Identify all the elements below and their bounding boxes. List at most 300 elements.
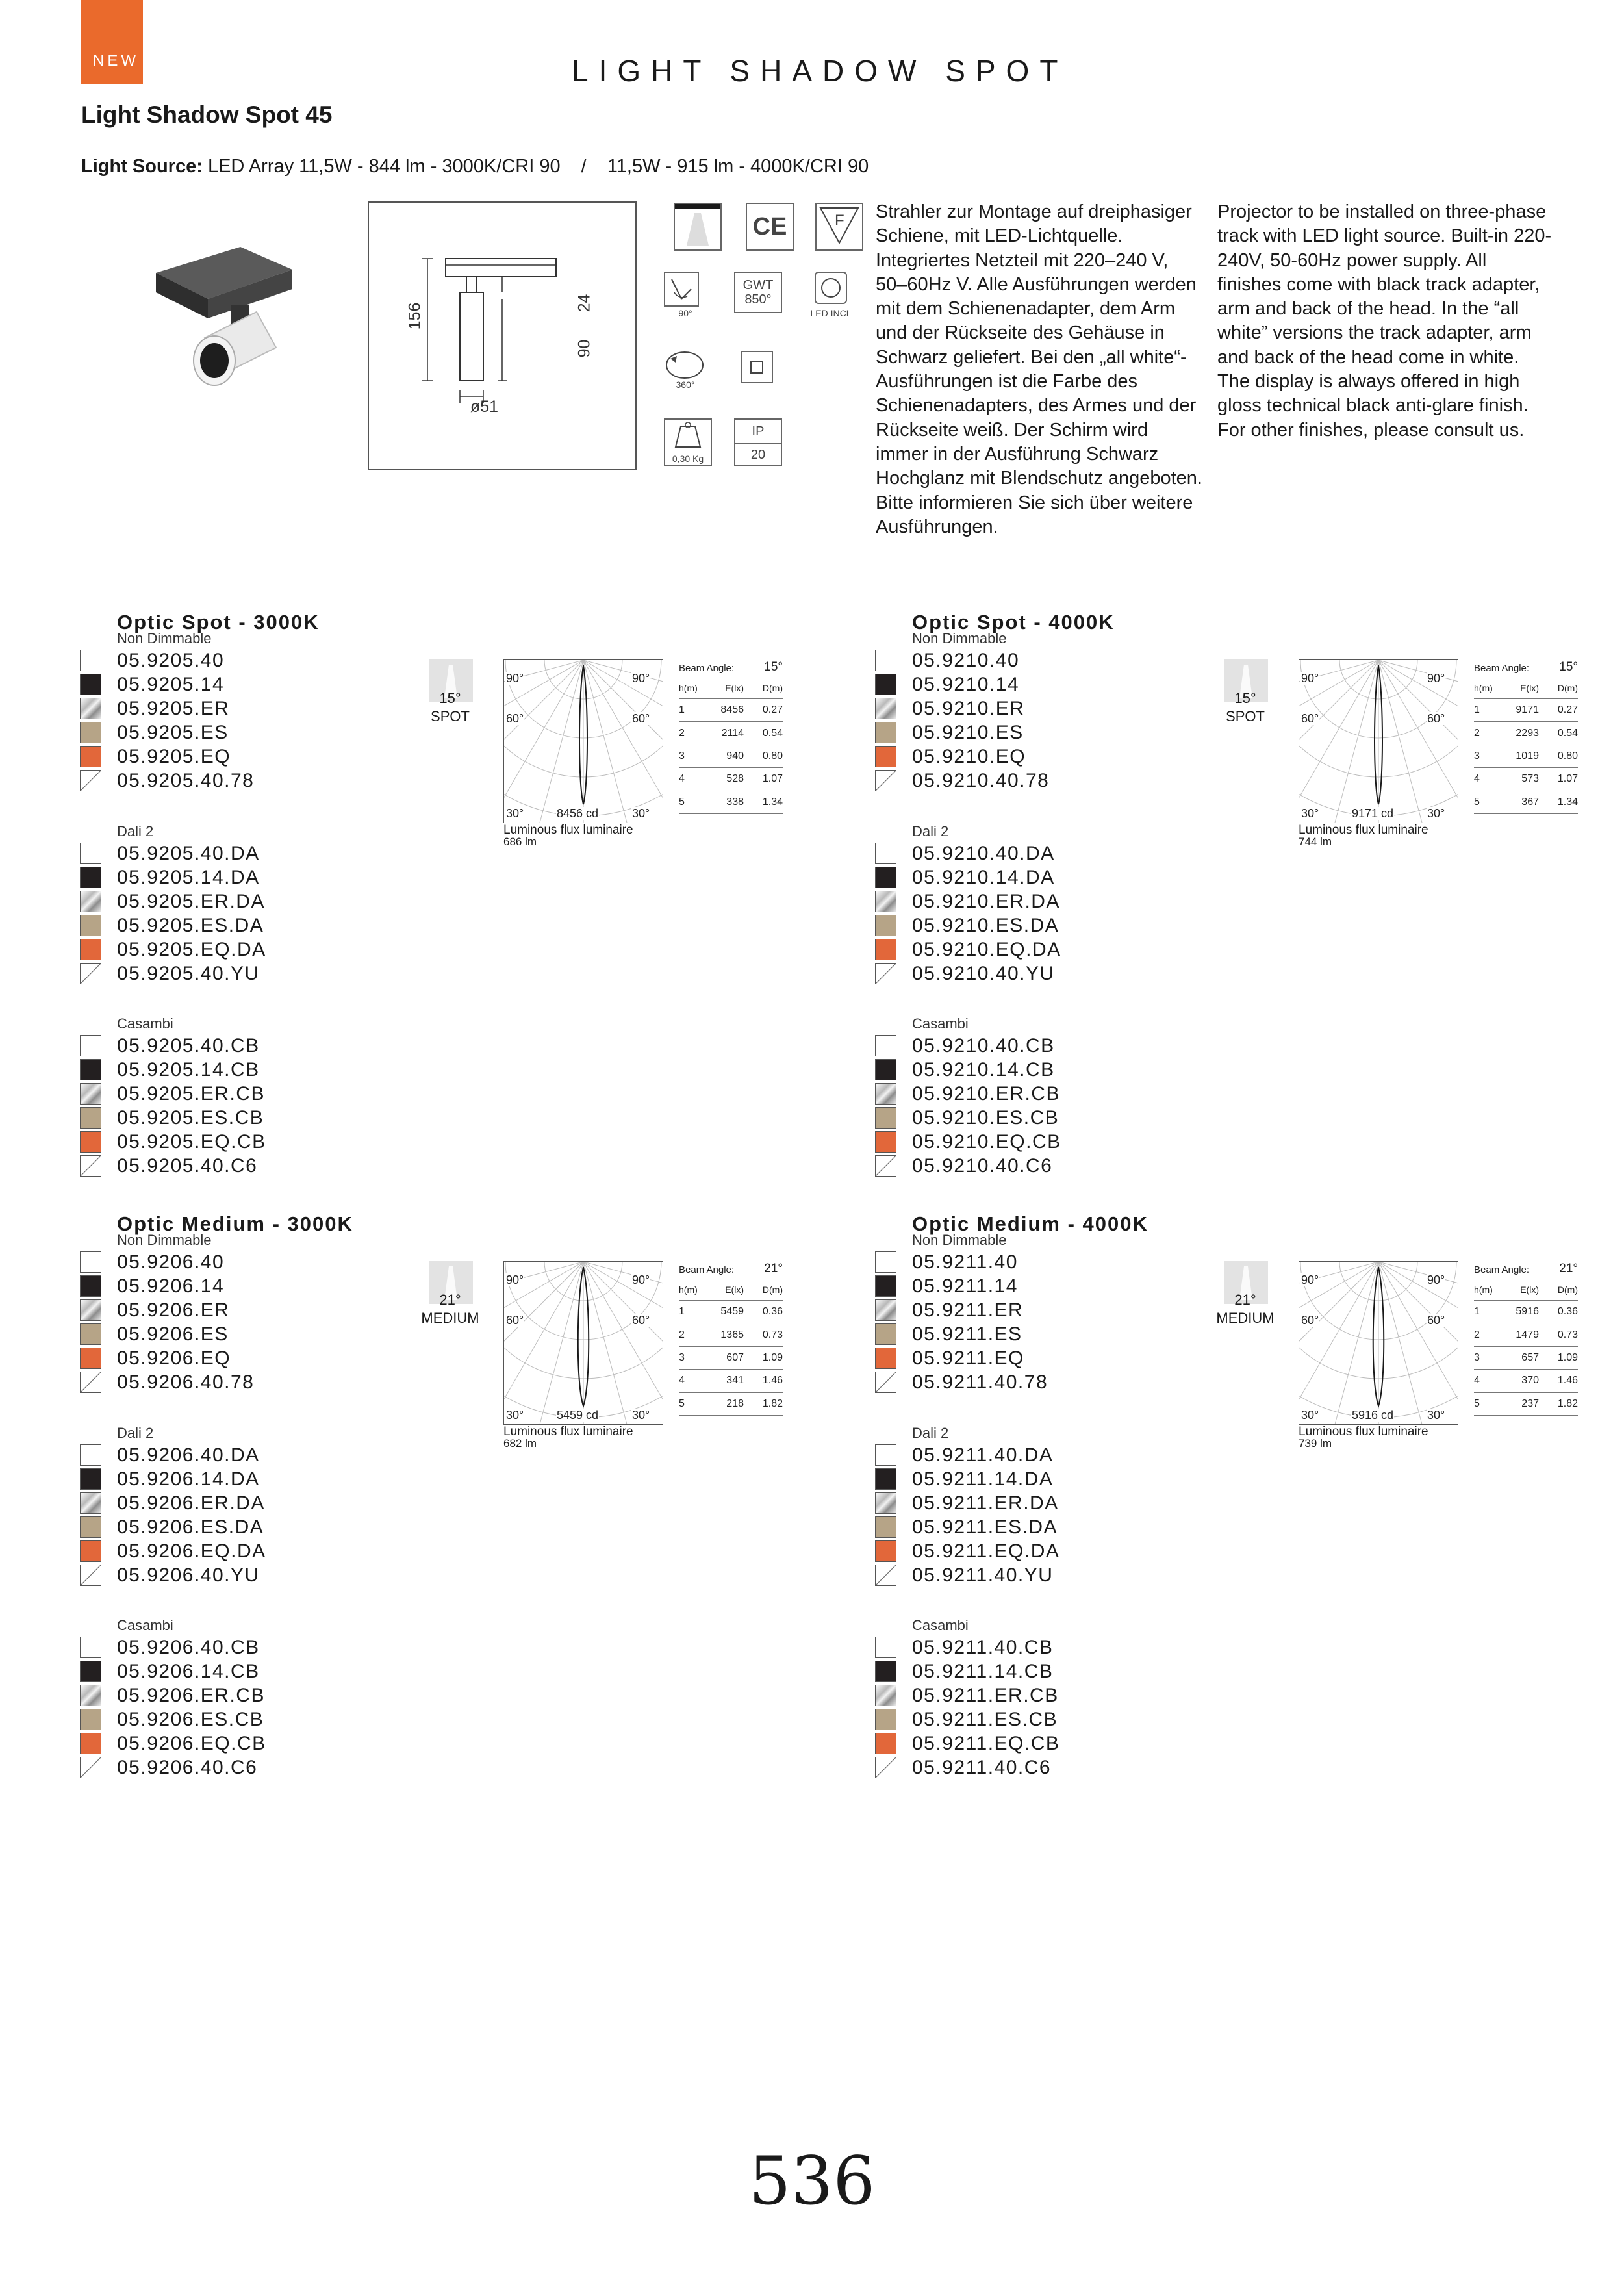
polar-label-90-left: 90° [1301, 672, 1319, 685]
finish-swatch [875, 698, 896, 719]
table-cell: 1479 [1516, 1329, 1539, 1340]
table-row [679, 768, 783, 791]
polar-label-30-left: 30° [1301, 807, 1319, 820]
article-row [80, 938, 266, 962]
article-row [875, 648, 1049, 672]
beam-angle-value: 21° [1559, 1262, 1578, 1275]
led-included-caption: LED INCL [810, 308, 852, 318]
table-cell: 1.46 [1557, 1375, 1578, 1386]
beam-type-label: SPOT [1226, 708, 1265, 724]
table-cell: 940 [726, 750, 744, 761]
group-label: Dali 2 [117, 823, 154, 839]
group-label: Non Dimmable [912, 630, 1007, 646]
article-code: 05.9206.40.DA [117, 1444, 260, 1466]
light-source-value-4000k: 11,5W - 915 lm - 4000K/CRI 90 [607, 156, 869, 177]
finish-swatch [80, 1709, 101, 1730]
article-code: 05.9211.40 [912, 1251, 1018, 1273]
beam-angle-row [679, 1257, 783, 1279]
track-adapter-icon [674, 203, 722, 251]
table-header-cell: E(lx) [1520, 682, 1539, 693]
dim-height-label: 156 [405, 302, 424, 330]
article-code: 05.9211.EQ.CB [912, 1732, 1060, 1754]
luminous-flux-value: 682 lm [503, 1437, 537, 1450]
table-cell: 338 [726, 796, 744, 808]
finish-swatch [80, 1685, 101, 1706]
article-code: 05.9205.EQ.CB [117, 1131, 266, 1153]
table-cell: 2293 [1516, 727, 1539, 739]
table-header-cell: h(m) [1474, 682, 1493, 693]
table-header-cell: D(m) [762, 1284, 783, 1295]
article-row [875, 769, 1049, 793]
table-header-cell: h(m) [679, 682, 698, 693]
article-row [875, 841, 1061, 865]
table-cell: 4 [1474, 773, 1480, 785]
article-row [875, 938, 1061, 962]
article-row [875, 1034, 1061, 1058]
finish-swatch [80, 891, 101, 912]
finish-swatch [80, 1372, 101, 1393]
table-row [679, 1393, 783, 1416]
table-cell: 1 [1474, 1306, 1480, 1318]
section-title: Optic Spot - 3000K [117, 611, 320, 633]
table-cell: 8456 [720, 704, 744, 716]
polar-peak-cd: 5916 cd [1352, 1409, 1394, 1422]
polar-label-60-left: 60° [1301, 712, 1319, 725]
finish-swatch [875, 1155, 896, 1177]
article-code: 05.9205.ES [117, 721, 229, 743]
finish-swatch [80, 1516, 101, 1538]
table-header-cell: D(m) [1557, 682, 1578, 693]
luminous-flux-label: Luminous flux luminaire [1299, 1425, 1428, 1438]
article-code: 05.9210.ES.DA [912, 914, 1059, 936]
table-header-cell: h(m) [1474, 1284, 1493, 1295]
article-row [80, 1707, 266, 1731]
description-german-text: Strahler zur Montage auf dreiphasiger Schiene, mit LED-Lichtquelle. Integriertes Netzteil mit 220–240 V, 50–60Hz V. Alle Ausführungen werden mit dem Schienenadapter, dem Arm und der Rückseite des Gehäuse in Schwarz geliefert. Bei den „all white“-Ausführungen ist die Farbe des Schienenadapters, des Armes und der Rückseite weiß. Der Schirm wird immer in der Ausführung Schwarz Hochglanz mit Blendschutz angeboten. Bitte informieren Sie sich über weitere Ausführungen. [876, 201, 1202, 537]
table-cell: 528 [726, 773, 744, 785]
table-cell: 5 [679, 1398, 685, 1409]
table-row [1474, 768, 1578, 791]
description-english [1217, 200, 1555, 442]
product-photo [143, 234, 292, 403]
article-code: 05.9211.EQ [912, 1347, 1024, 1369]
article-code: 05.9211.40.C6 [912, 1756, 1052, 1778]
finish-swatch [80, 1059, 101, 1080]
article-code: 05.9210.EQ.CB [912, 1131, 1061, 1153]
article-row [875, 1130, 1061, 1154]
table-header-row [1474, 1279, 1578, 1301]
polar-diagram [503, 1261, 663, 1425]
article-code: 05.9205.ER [117, 697, 230, 719]
finish-swatch [80, 867, 101, 888]
finish-swatch [875, 963, 896, 984]
beam-angle-degrees: 21° [1234, 1292, 1256, 1308]
article-row [80, 1515, 266, 1539]
article-code: 05.9210.ES.CB [912, 1106, 1059, 1129]
table-cell: 1019 [1516, 750, 1539, 761]
article-code: 05.9211.ER.CB [912, 1684, 1059, 1706]
table-cell: 1.07 [762, 773, 783, 785]
illuminance-table [1474, 655, 1578, 814]
article-code: 05.9205.EQ [117, 745, 231, 767]
finish-swatch [875, 650, 896, 671]
article-row [875, 1515, 1059, 1539]
table-cell: 341 [726, 1375, 744, 1386]
article-code: 05.9210.ER [912, 697, 1025, 719]
article-row [875, 1082, 1061, 1106]
article-row [80, 962, 266, 986]
optic-section [80, 1212, 833, 1810]
article-code: 05.9210.40.DA [912, 842, 1055, 864]
polar-label-90-right: 90° [1427, 672, 1445, 685]
article-code: 05.9211.ES.DA [912, 1516, 1058, 1538]
table-cell: 2114 [721, 727, 744, 739]
finish-swatch [875, 843, 896, 864]
polar-peak-cd: 9171 cd [1352, 807, 1394, 820]
table-cell: 9171 [1516, 704, 1539, 716]
finish-swatch [80, 1565, 101, 1586]
illuminance-table [679, 655, 783, 814]
table-header-row [679, 1279, 783, 1301]
table-row [679, 1323, 783, 1346]
beam-type-label: MEDIUM [1216, 1310, 1275, 1326]
article-code: 05.9205.40.C6 [117, 1155, 258, 1177]
rotation-caption: 360° [676, 379, 695, 390]
beam-angle-value: 15° [1559, 660, 1578, 674]
article-code-list [875, 1443, 1059, 1587]
article-row [875, 1154, 1061, 1178]
dimension-drawing [368, 201, 637, 470]
dim-diameter-label: ø51 [470, 398, 499, 416]
group-label: Casambi [912, 1617, 969, 1633]
article-row [875, 1250, 1048, 1274]
polar-label-60-left: 60° [506, 712, 524, 725]
table-row [1474, 699, 1578, 722]
gwt-label: GWT [742, 278, 774, 292]
table-cell: 0.36 [1557, 1306, 1578, 1318]
article-row [875, 1731, 1059, 1756]
finish-swatch [875, 1444, 896, 1466]
table-cell: 0.54 [762, 727, 783, 739]
luminous-flux-label: Luminous flux luminaire [503, 823, 633, 837]
table-row [1474, 1347, 1578, 1370]
finish-swatch [875, 1299, 896, 1321]
article-row [875, 1756, 1059, 1780]
table-cell: 5459 [720, 1306, 744, 1318]
article-code: 05.9206.EQ.DA [117, 1540, 266, 1562]
product-subtitle: Light Shadow Spot 45 [81, 101, 333, 128]
table-row [679, 745, 783, 768]
table-cell: 3 [1474, 1351, 1480, 1363]
beam-angle-row [679, 655, 783, 677]
article-code: 05.9211.40.78 [912, 1371, 1048, 1393]
article-row [80, 1370, 254, 1394]
polar-label-90-right: 90° [1427, 1273, 1445, 1286]
table-row [679, 722, 783, 745]
tilt-angle-caption: 90° [678, 308, 692, 318]
finish-swatch [80, 698, 101, 719]
article-row [875, 1659, 1059, 1683]
finish-swatch [80, 674, 101, 695]
finish-swatch [80, 650, 101, 671]
finish-swatch [875, 1516, 896, 1538]
table-cell: 5916 [1516, 1306, 1539, 1318]
table-header-cell: E(lx) [1520, 1284, 1539, 1295]
table-header-cell: E(lx) [725, 682, 744, 693]
ip-value: 20 [750, 448, 766, 462]
led-included-icon [815, 272, 847, 304]
finish-swatch [875, 674, 896, 695]
article-code: 05.9206.ER [117, 1299, 230, 1321]
luminous-flux-label: Luminous flux luminaire [1299, 823, 1428, 837]
article-row [80, 913, 266, 938]
table-cell: 2 [679, 727, 685, 739]
polar-label-60-right: 60° [632, 1314, 650, 1327]
weight-caption: 0,30 Kg [672, 454, 704, 464]
group-label: Dali 2 [912, 1425, 949, 1441]
polar-label-60-left: 60° [1301, 1314, 1319, 1327]
article-code: 05.9210.40.78 [912, 769, 1050, 791]
group-label: Non Dimmable [117, 1232, 212, 1248]
article-row [875, 1635, 1059, 1659]
section-title: Optic Spot - 4000K [912, 611, 1115, 633]
article-row [80, 1274, 254, 1298]
table-cell: 607 [726, 1351, 744, 1363]
finish-swatch [875, 1275, 896, 1297]
polar-diagram [1299, 1261, 1458, 1425]
table-cell: 1 [679, 704, 685, 716]
table-row [679, 1347, 783, 1370]
table-header-row [1474, 677, 1578, 699]
finish-swatch [875, 1565, 896, 1586]
article-code: 05.9205.40.78 [117, 769, 255, 791]
article-code: 05.9205.ER.DA [117, 890, 265, 912]
illuminance-table [679, 1257, 783, 1416]
table-cell: 4 [1474, 1375, 1480, 1386]
insulation-class-icon [741, 351, 773, 383]
light-source-label: Light Source: [81, 156, 203, 177]
polar-label-30-right: 30° [632, 1409, 650, 1422]
group-label: Dali 2 [117, 1425, 154, 1441]
table-cell: 0.36 [762, 1306, 783, 1318]
dimension-lines [369, 203, 635, 469]
polar-label-30-left: 30° [506, 807, 524, 820]
finish-swatch [875, 1251, 896, 1273]
polar-label-30-left: 30° [506, 1409, 524, 1422]
table-cell: 0.80 [762, 750, 783, 761]
polar-diagram [503, 659, 663, 823]
table-cell: 0.27 [1557, 704, 1578, 716]
table-row [679, 1370, 783, 1392]
article-code: 05.9206.ER.DA [117, 1492, 265, 1514]
beam-angle-row [1474, 1257, 1578, 1279]
beam-type-label: SPOT [431, 708, 470, 724]
table-cell: 237 [1521, 1398, 1539, 1409]
f-mark-icon [815, 203, 863, 251]
article-code: 05.9211.40.CB [912, 1636, 1054, 1658]
article-code: 05.9210.EQ.DA [912, 938, 1061, 960]
luminous-flux-value: 744 lm [1299, 836, 1332, 848]
table-cell: 218 [726, 1398, 744, 1409]
finish-swatch [875, 1540, 896, 1562]
polar-label-60-left: 60° [506, 1314, 524, 1327]
finish-swatch [80, 963, 101, 984]
light-source [81, 156, 869, 177]
article-row [875, 1058, 1061, 1082]
polar-label-30-left: 30° [1301, 1409, 1319, 1422]
finish-swatch [80, 1444, 101, 1466]
article-row [875, 865, 1061, 889]
light-source-value-3000k: LED Array 11,5W - 844 lm - 3000K/CRI 90 [207, 156, 561, 177]
finish-swatch [80, 746, 101, 767]
article-code: 05.9205.ER.CB [117, 1082, 265, 1105]
polar-label-30-right: 30° [1427, 807, 1445, 820]
article-row [875, 745, 1049, 769]
article-code: 05.9206.40 [117, 1251, 225, 1273]
table-cell: 5 [1474, 796, 1480, 808]
table-cell: 367 [1521, 796, 1539, 808]
article-code-list [875, 1635, 1059, 1780]
article-row [80, 769, 254, 793]
article-row [80, 1250, 254, 1274]
table-row [1474, 791, 1578, 814]
finish-swatch [875, 1709, 896, 1730]
new-badge-label: NEW [93, 52, 139, 70]
article-code: 05.9205.40 [117, 649, 225, 671]
finish-swatch [875, 1468, 896, 1490]
polar-label-30-right: 30° [632, 807, 650, 820]
finish-swatch [80, 1661, 101, 1682]
article-code-list [80, 841, 266, 986]
article-code-list [875, 648, 1049, 793]
article-code: 05.9205.14.CB [117, 1058, 260, 1080]
finish-swatch [80, 1275, 101, 1297]
polar-label-90-right: 90° [632, 672, 650, 685]
article-code: 05.9210.40.C6 [912, 1155, 1053, 1177]
article-row [80, 1659, 266, 1683]
article-code: 05.9211.14.CB [912, 1660, 1054, 1682]
table-cell: 0.73 [1557, 1329, 1578, 1340]
polar-diagram [1299, 659, 1458, 823]
article-row [80, 1491, 266, 1515]
group-label: Casambi [117, 1617, 173, 1633]
polar-label-90-left: 90° [506, 672, 524, 685]
article-row [80, 1130, 266, 1154]
table-cell: 1.07 [1557, 773, 1578, 785]
gwt-temp: 850° [744, 292, 772, 307]
finish-swatch [875, 722, 896, 743]
finish-swatch [875, 1637, 896, 1658]
finish-swatch [80, 939, 101, 960]
article-code: 05.9210.14.DA [912, 866, 1055, 888]
luminous-flux-label: Luminous flux luminaire [503, 1425, 633, 1438]
table-row [1474, 1393, 1578, 1416]
finish-swatch [875, 1323, 896, 1345]
article-code-list [875, 1250, 1048, 1394]
table-cell: 0.27 [762, 704, 783, 716]
article-code: 05.9210.14 [912, 673, 1020, 695]
group-label: Non Dimmable [117, 630, 212, 646]
article-code: 05.9210.40 [912, 649, 1020, 671]
beam-angle-label: Beam Angle: [679, 663, 735, 674]
article-code: 05.9206.ER.CB [117, 1684, 265, 1706]
article-row [80, 648, 254, 672]
polar-label-90-left: 90° [506, 1273, 524, 1286]
new-badge [81, 0, 143, 84]
article-row [875, 1563, 1059, 1587]
finish-swatch [875, 1492, 896, 1514]
article-row [875, 1274, 1048, 1298]
finish-swatch [80, 1131, 101, 1153]
beam-angle-label: Beam Angle: [1474, 1264, 1530, 1275]
table-cell: 5 [679, 796, 685, 808]
finish-swatch [80, 1757, 101, 1778]
article-row [80, 721, 254, 745]
article-code: 05.9211.14.DA [912, 1468, 1054, 1490]
finish-swatch [80, 1733, 101, 1754]
article-code-list [80, 1250, 254, 1394]
finish-swatch [80, 722, 101, 743]
beam-type-label: MEDIUM [421, 1310, 479, 1326]
table-cell: 370 [1521, 1375, 1539, 1386]
article-code: 05.9211.ES.CB [912, 1708, 1058, 1730]
article-code: 05.9206.14 [117, 1275, 225, 1297]
article-row [875, 672, 1049, 696]
finish-swatch [875, 1083, 896, 1105]
finish-swatch [875, 1733, 896, 1754]
polar-peak-cd: 8456 cd [557, 807, 599, 820]
rotation-icon [664, 346, 705, 385]
finish-swatch [875, 1757, 896, 1778]
table-cell: 4 [679, 1375, 685, 1386]
table-cell: 0.73 [762, 1329, 783, 1340]
table-cell: 1 [679, 1306, 685, 1318]
article-code: 05.9206.40.78 [117, 1371, 255, 1393]
article-code: 05.9206.ES.CB [117, 1708, 264, 1730]
table-cell: 3 [679, 1351, 685, 1363]
table-row [679, 699, 783, 722]
table-row [1474, 1301, 1578, 1323]
description-german [876, 200, 1204, 539]
article-code: 05.9211.14 [912, 1275, 1018, 1297]
article-row [80, 865, 266, 889]
table-cell: 1 [1474, 704, 1480, 716]
finish-swatch [875, 1059, 896, 1080]
article-code: 05.9205.14 [117, 673, 225, 695]
finish-swatch [875, 915, 896, 936]
article-code: 05.9205.ES.DA [117, 914, 264, 936]
article-code: 05.9211.40.YU [912, 1564, 1054, 1586]
article-row [875, 913, 1061, 938]
f-mark-letter: F [835, 212, 844, 229]
article-row [80, 1731, 266, 1756]
polar-label-90-right: 90° [632, 1273, 650, 1286]
article-code: 05.9206.40.C6 [117, 1756, 258, 1778]
table-cell: 2 [1474, 727, 1480, 739]
finish-swatch [875, 1107, 896, 1129]
section-title: Optic Medium - 3000K [117, 1212, 353, 1235]
article-code: 05.9206.14.CB [117, 1660, 260, 1682]
group-label: Non Dimmable [912, 1232, 1007, 1248]
ce-mark-icon: CE [746, 203, 794, 251]
table-cell: 657 [1521, 1351, 1539, 1363]
gwt-icon [734, 272, 782, 313]
ip-label: IP [735, 420, 781, 444]
article-code: 05.9210.ES [912, 721, 1024, 743]
light-source-separator: / [581, 156, 587, 177]
article-code: 05.9206.EQ [117, 1347, 231, 1369]
polar-label-90-left: 90° [1301, 1273, 1319, 1286]
article-code: 05.9210.40.CB [912, 1034, 1055, 1056]
